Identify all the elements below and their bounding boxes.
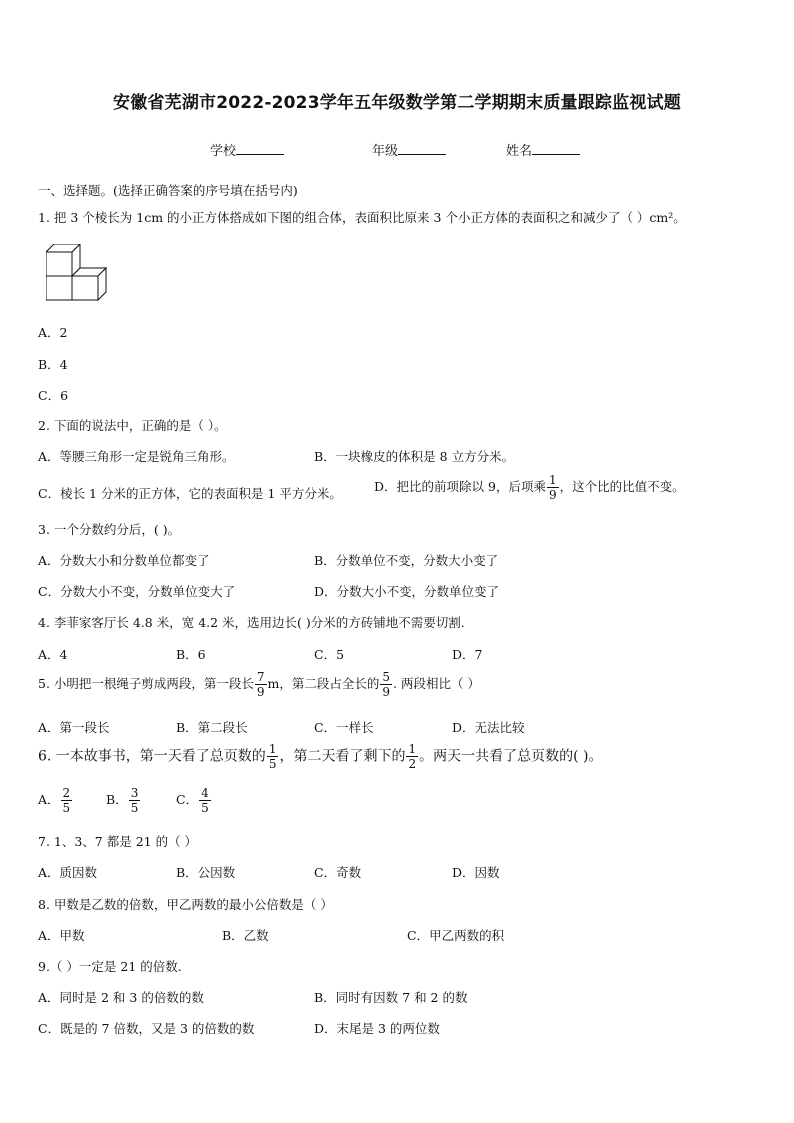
fraction-denominator: 5	[62, 801, 71, 815]
q4-option-d[interactable]: D．7	[452, 647, 483, 662]
fraction-denominator: 2	[408, 757, 417, 771]
question-8: 8. 甲数是乙数的倍数，甲乙两数的最小公倍数是（ ）	[38, 897, 333, 912]
q3-option-b[interactable]: B．分数单位不变，分数大小变了	[314, 553, 499, 568]
q6-suffix: 。两天一共看了总页数的( )。	[419, 748, 603, 765]
q8-option-c[interactable]: C．甲乙两数的积	[407, 928, 505, 943]
fraction-numerator: 5	[382, 670, 391, 684]
q6-option-c[interactable]	[176, 787, 212, 814]
q6-b-fraction	[129, 787, 141, 814]
fraction-numerator: 7	[256, 670, 265, 684]
q9-option-b[interactable]: B．同时有因数 7 和 2 的数	[314, 990, 468, 1005]
q8-option-b[interactable]: B．乙数	[222, 928, 269, 943]
q4-option-b[interactable]: B．6	[176, 647, 206, 662]
q8-option-a[interactable]: A．甲数	[38, 928, 85, 943]
q7-option-a[interactable]: A．质因数	[38, 865, 98, 880]
question-3: 3. 一个分数约分后，( )。	[38, 522, 181, 537]
q9-option-c[interactable]: C．既是的 7 倍数，又是 3 的倍数的数	[38, 1021, 255, 1036]
q6-middle: ，第二天看了剩下的	[279, 748, 406, 765]
fraction-denominator: 9	[256, 685, 265, 699]
name-field[interactable]	[506, 140, 580, 159]
q9-option-d[interactable]: D．末尾是 3 的两位数	[314, 1021, 440, 1036]
q2-option-c[interactable]: C．棱长 1 分米的正方体，它的表面积是 1 平方分米。	[38, 486, 342, 501]
fraction-numerator: 1	[268, 742, 277, 756]
fraction-denominator: 5	[130, 801, 139, 815]
q2-d-fraction	[547, 474, 559, 501]
question-2: 2. 下面的说法中，正确的是（ ）。	[38, 418, 227, 433]
q2-d-suffix: ，这个比的比值不变。	[559, 479, 685, 494]
fraction-numerator: 4	[201, 786, 209, 800]
q6-a-fraction	[61, 787, 73, 814]
fraction-denominator: 5	[201, 801, 209, 815]
q6-option-a[interactable]	[38, 787, 73, 814]
q1-option-c[interactable]: C．6	[38, 388, 69, 403]
q2-option-a[interactable]: A．等腰三角形一定是锐角三角形。	[38, 449, 235, 464]
q5-fraction-2	[380, 671, 392, 698]
q9-option-a[interactable]: A．同时是 2 和 3 的倍数的数	[38, 990, 204, 1005]
question-4: 4. 李菲家客厅长 4.8 米，宽 4.2 米，选用边长( )分米的方砖铺地不需要切割.	[38, 615, 465, 630]
question-6	[38, 743, 602, 770]
fraction-numerator: 3	[130, 786, 139, 800]
fraction-numerator: 1	[408, 742, 417, 756]
question-9: 9.（ ）一定是 21 的倍数.	[38, 959, 182, 974]
school-blank[interactable]	[236, 142, 284, 155]
school-field[interactable]	[210, 140, 284, 159]
fraction-numerator: 2	[62, 786, 71, 800]
q5-option-a[interactable]: A．第一段长	[38, 720, 110, 735]
q6-prefix: 6. 一本故事书，第一天看了总页数的	[38, 748, 266, 765]
page-title: 安徽省芜湖市2022-2023学年五年级数学第二学期期末质量跟踪监视试题	[113, 93, 681, 113]
q3-option-c[interactable]: C．分数大小不变，分数单位变大了	[38, 584, 236, 599]
q5-middle: m，第二段占全长的	[267, 676, 380, 691]
q4-option-a[interactable]: A．4	[38, 647, 68, 662]
fraction-denominator: 9	[548, 488, 557, 502]
grade-field[interactable]	[372, 140, 446, 159]
question-7: 7. 1、3、7 都是 21 的（ ）	[38, 834, 198, 849]
school-label: 学校	[210, 144, 237, 159]
q6-option-b[interactable]	[106, 787, 141, 814]
q6-fraction-1	[267, 743, 279, 770]
section-heading: 一、选择题。(选择正确答案的序号填在括号内)	[38, 183, 298, 198]
q2-option-b[interactable]: B．一块橡皮的体积是 8 立方分米。	[314, 449, 515, 464]
question-5	[38, 671, 480, 698]
q7-option-b[interactable]: B．公因数	[176, 865, 236, 880]
grade-blank[interactable]	[398, 142, 446, 155]
q3-option-d[interactable]: D．分数大小不变，分数单位变了	[314, 584, 500, 599]
name-label: 姓名	[506, 144, 533, 159]
q5-prefix: 5. 小明把一根绳子剪成两段，第一段长	[38, 676, 254, 691]
q6-b-label: B．	[106, 792, 128, 807]
fraction-denominator: 5	[268, 757, 277, 771]
q5-suffix: . 两段相比（ ）	[393, 676, 480, 691]
q1-option-b[interactable]: B．4	[38, 357, 68, 372]
q7-option-c[interactable]: C．奇数	[314, 865, 362, 880]
q4-option-c[interactable]: C．5	[314, 647, 345, 662]
fraction-denominator: 9	[382, 685, 391, 699]
q7-option-d[interactable]: D．因数	[452, 865, 500, 880]
q6-fraction-2	[406, 743, 418, 770]
name-blank[interactable]	[532, 142, 580, 155]
q2-option-d[interactable]	[374, 474, 685, 501]
cube-figure	[46, 244, 108, 308]
q5-option-c[interactable]: C．一样长	[314, 720, 374, 735]
question-1: 1. 把 3 个棱长为 1cm 的小正方体搭成如下图的组合体，表面积比原来 3 个小正方体的表面积之和减少了（ ）cm²。	[38, 210, 686, 225]
q2-d-prefix: D．把比的前项除以 9，后项乘	[374, 479, 546, 494]
q5-option-b[interactable]: B．第二段长	[176, 720, 248, 735]
q6-c-fraction	[199, 787, 211, 814]
grade-label: 年级	[372, 144, 399, 159]
q5-fraction-1	[255, 671, 267, 698]
q5-option-d[interactable]: D．无法比较	[452, 720, 525, 735]
fraction-numerator: 1	[548, 473, 557, 487]
q6-a-label: A．	[38, 792, 60, 807]
q6-c-label: C．	[176, 792, 199, 807]
q1-option-a[interactable]: A．2	[38, 325, 68, 340]
q3-option-a[interactable]: A．分数大小和分数单位都变了	[38, 553, 210, 568]
